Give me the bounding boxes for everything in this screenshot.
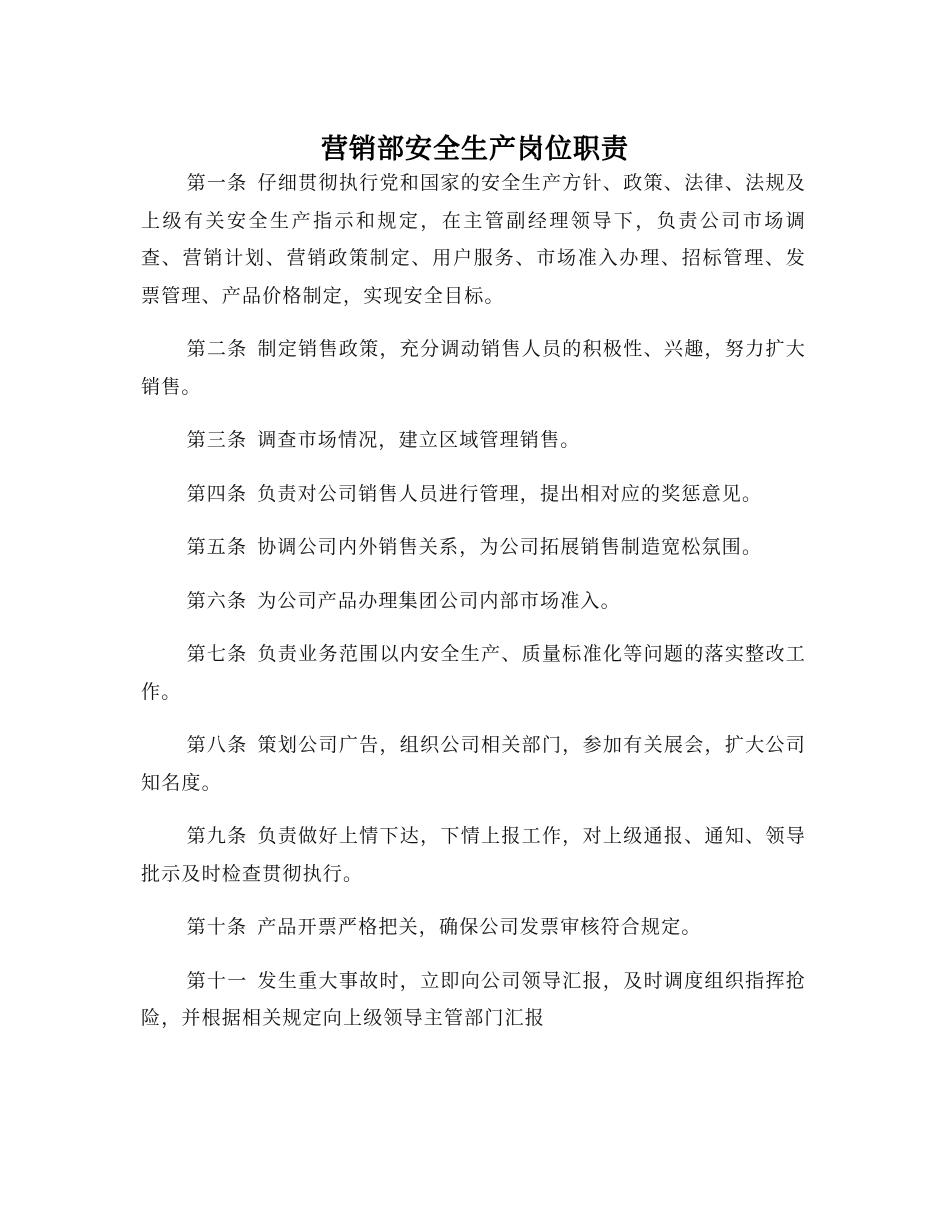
article-text: 协调公司内外销售关系，为公司拓展销售制造宽松氛围。 xyxy=(257,536,763,558)
article-9 xyxy=(141,818,806,893)
article-1 xyxy=(141,165,806,315)
article-text: 制定销售政策，充分调动销售人员的积极性、兴趣，努力扩大销售。 xyxy=(141,338,806,398)
article-2 xyxy=(141,331,806,406)
article-number: 第五条 xyxy=(186,536,248,558)
document-title: 营销部安全生产岗位职责 xyxy=(321,134,629,166)
article-text: 为公司产品办理集团公司内部市场准入。 xyxy=(257,589,621,612)
article-text: 负责对公司销售人员进行管理，提出相对应的奖惩意见。 xyxy=(257,482,763,505)
article-text: 仔细贯彻执行党和国家的安全生产方针、政策、法律、法规及上级有关安全生产指示和规定，在主管副经理领导下，负责公司市场调查、营销计划、营销政策制定、用户服务、市场准入办理、招标管理、发票管理、产品价格制定，实现安全目标。 xyxy=(141,172,806,307)
article-number: 第四条 xyxy=(186,482,248,505)
article-number: 第十条 xyxy=(186,916,248,938)
article-text: 发生重大事故时，立即向公司领导汇报，及时调度组织指挥抢险，并根据相关规定向上级领导主管部门汇报 xyxy=(141,969,806,1029)
document-body xyxy=(141,165,806,1054)
article-number: 第一条 xyxy=(186,172,248,194)
article-text: 负责业务范围以内安全生产、质量标准化等问题的落实整改工作。 xyxy=(141,643,806,703)
article-3 xyxy=(141,422,806,460)
article-6 xyxy=(141,583,806,621)
article-7 xyxy=(141,636,806,711)
article-number: 第九条 xyxy=(186,825,248,847)
article-number: 第十一 xyxy=(186,969,248,992)
article-text: 产品开票严格把关，确保公司发票审核符合规定。 xyxy=(257,916,702,938)
article-4 xyxy=(141,476,806,514)
article-number: 第七条 xyxy=(186,643,248,665)
article-number: 第八条 xyxy=(186,734,248,756)
article-number: 第六条 xyxy=(186,589,248,612)
article-text: 调查市场情况，建立区域管理销售。 xyxy=(257,429,581,451)
article-8 xyxy=(141,727,806,802)
article-5 xyxy=(141,529,806,567)
article-text: 策划公司广告，组织公司相关部门，参加有关展会，扩大公司知名度。 xyxy=(141,734,806,794)
article-11 xyxy=(141,963,806,1038)
article-10 xyxy=(141,909,806,947)
article-number: 第三条 xyxy=(186,429,248,451)
article-text: 负责做好上情下达，下情上报工作，对上级通报、通知、领导批示及时检查贯彻执行。 xyxy=(141,825,806,885)
article-number: 第二条 xyxy=(186,338,248,360)
